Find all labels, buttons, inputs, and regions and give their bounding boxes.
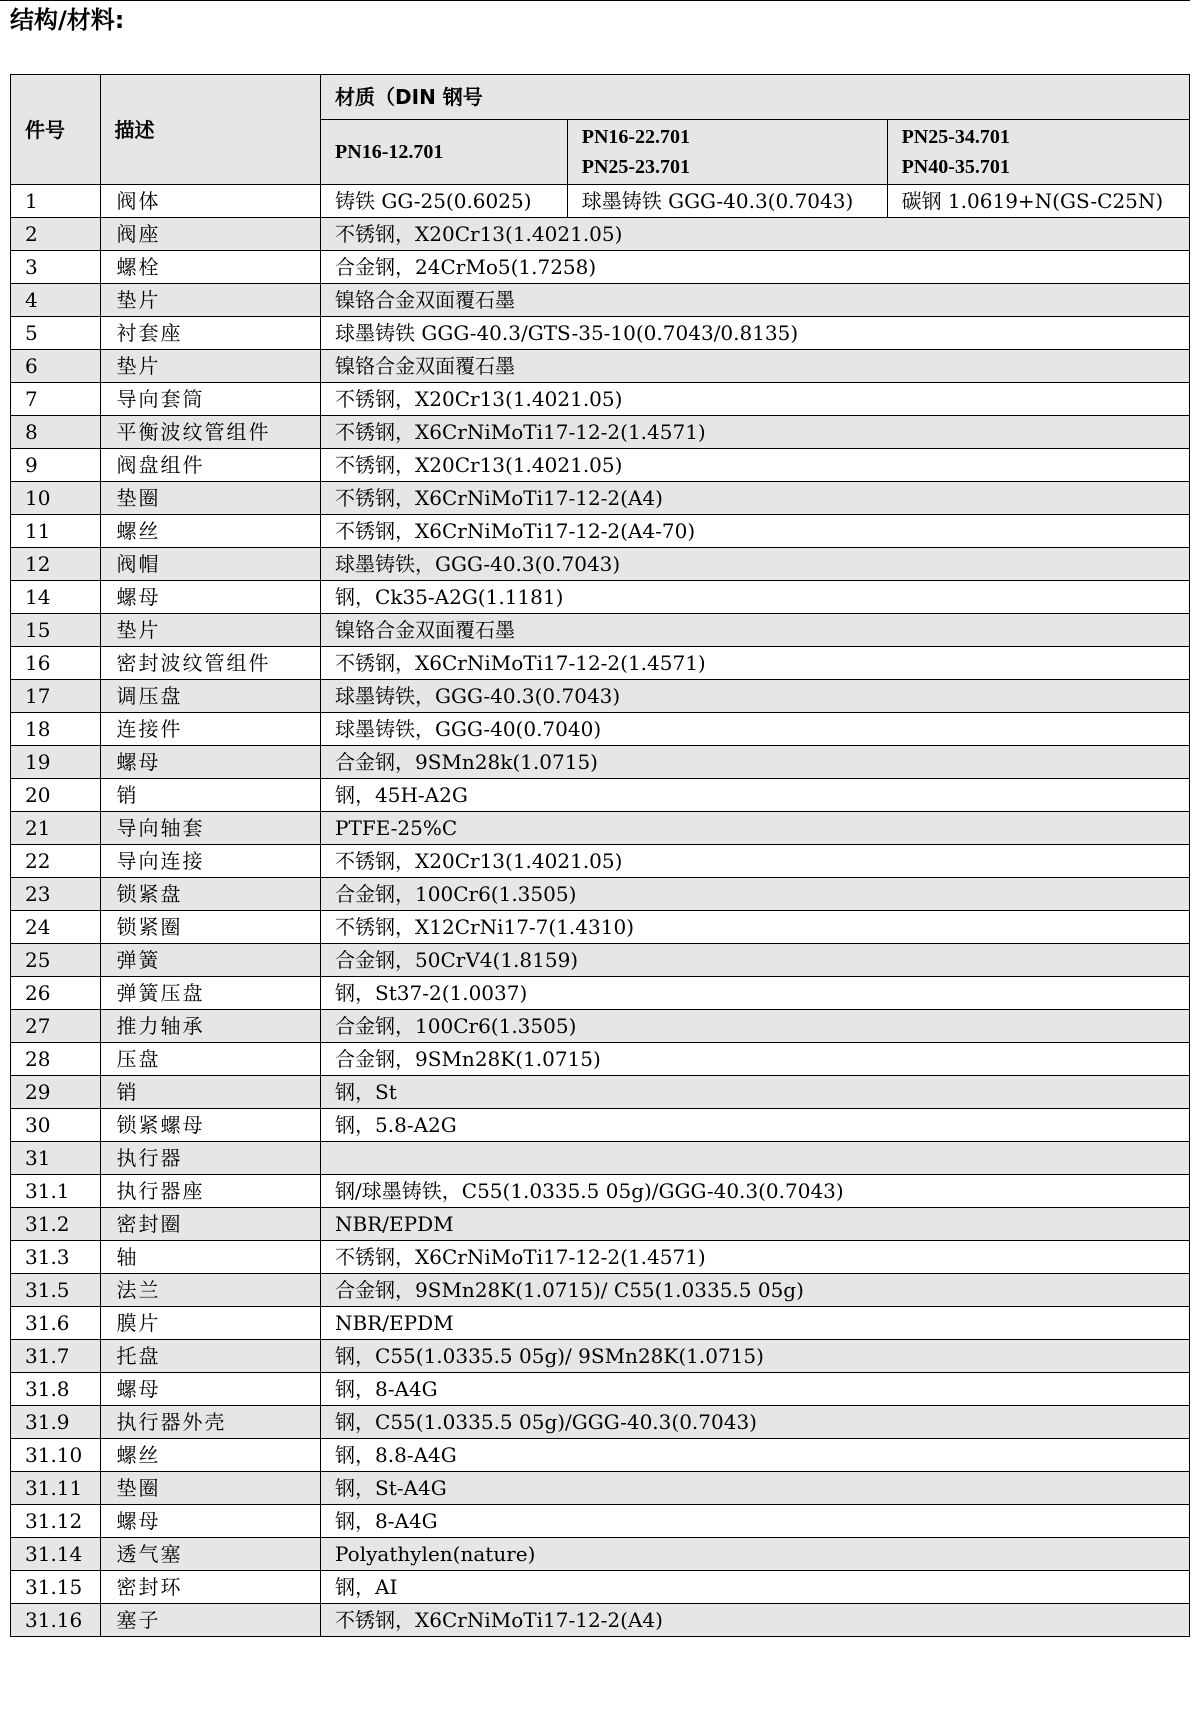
table-row (11, 581, 1190, 614)
table-row (11, 1538, 1190, 1571)
material-cell: 球墨铸铁，GGG-40.3(0.7043) (321, 680, 1190, 713)
part-no-cell: 24 (11, 911, 101, 944)
description-cell: 塞子 (100, 1604, 321, 1637)
description-cell: 垫片 (100, 614, 321, 647)
description-cell: 弹簧 (100, 944, 321, 977)
header-pn-col2 (567, 120, 887, 185)
description-cell: 螺母 (100, 1505, 321, 1538)
description-cell: 膜片 (100, 1307, 321, 1340)
material-cell: 钢，8-A4G (321, 1373, 1190, 1406)
table-row (11, 284, 1190, 317)
section-title: 结构/材料: (10, 6, 125, 34)
part-no-cell: 29 (11, 1076, 101, 1109)
description-cell: 螺母 (100, 1373, 321, 1406)
table-row (11, 1406, 1190, 1439)
table-row (11, 1142, 1190, 1175)
part-no-cell: 15 (11, 614, 101, 647)
part-no-cell: 31.12 (11, 1505, 101, 1538)
part-no-cell: 31.16 (11, 1604, 101, 1637)
table-row (11, 1505, 1190, 1538)
material-cell: 镍铬合金双面覆石墨 (321, 614, 1190, 647)
table-row (11, 482, 1190, 515)
materials-table (10, 74, 1190, 1637)
material-cell: 钢，8.8-A4G (321, 1439, 1190, 1472)
description-cell: 螺丝 (100, 1439, 321, 1472)
material-cell: 钢，AI (321, 1571, 1190, 1604)
part-no-cell: 31.9 (11, 1406, 101, 1439)
table-row (11, 350, 1190, 383)
table-row (11, 779, 1190, 812)
table-row (11, 944, 1190, 977)
material-cell: 钢，C55(1.0335.5 05g)/ 9SMn28K(1.0715) (321, 1340, 1190, 1373)
table-row (11, 1472, 1190, 1505)
description-cell: 连接件 (100, 713, 321, 746)
description-cell: 螺母 (100, 746, 321, 779)
table-row (11, 1373, 1190, 1406)
part-no-cell: 31.8 (11, 1373, 101, 1406)
table-row (11, 251, 1190, 284)
material-cell: 不锈钢，X20Cr13(1.4021.05) (321, 845, 1190, 878)
part-no-cell: 17 (11, 680, 101, 713)
table-row (11, 317, 1190, 350)
part-no-cell: 4 (11, 284, 101, 317)
description-cell: 调压盘 (100, 680, 321, 713)
part-no-cell: 2 (11, 218, 101, 251)
table-row (11, 548, 1190, 581)
part-no-cell: 16 (11, 647, 101, 680)
description-cell: 轴 (100, 1241, 321, 1274)
material-cell: 球墨铸铁，GGG-40(0.7040) (321, 713, 1190, 746)
description-cell: 执行器 (100, 1142, 321, 1175)
material-cell-pn25-34: 碳钢 1.0619+N(GS-C25N) (887, 185, 1189, 218)
part-no-cell: 31.3 (11, 1241, 101, 1274)
description-cell: 锁紧螺母 (100, 1109, 321, 1142)
material-cell: 不锈钢，X6CrNiMoTi17-12-2(A4-70) (321, 515, 1190, 548)
part-no-cell: 31.11 (11, 1472, 101, 1505)
material-cell: 合金钢，24CrMo5(1.7258) (321, 251, 1190, 284)
part-no-cell: 27 (11, 1010, 101, 1043)
description-cell: 弹簧压盘 (100, 977, 321, 1010)
description-cell: 密封波纹管组件 (100, 647, 321, 680)
table-row (11, 383, 1190, 416)
table-row (11, 1208, 1190, 1241)
description-cell: 导向套筒 (100, 383, 321, 416)
description-cell: 压盘 (100, 1043, 321, 1076)
table-row (11, 977, 1190, 1010)
part-no-cell: 21 (11, 812, 101, 845)
description-cell: 锁紧盘 (100, 878, 321, 911)
table-row (11, 1439, 1190, 1472)
material-cell: 钢，St-A4G (321, 1472, 1190, 1505)
part-no-cell: 30 (11, 1109, 101, 1142)
description-cell: 垫片 (100, 350, 321, 383)
part-no-cell: 31.6 (11, 1307, 101, 1340)
table-row (11, 218, 1190, 251)
header-pn-col2-line1: PN16-22.701 (581, 126, 691, 148)
description-cell: 垫圈 (100, 1472, 321, 1505)
material-cell: 不锈钢，X20Cr13(1.4021.05) (321, 218, 1190, 251)
table-row (11, 416, 1190, 449)
material-cell: 合金钢，50CrV4(1.8159) (321, 944, 1190, 977)
part-no-cell: 3 (11, 251, 101, 284)
table-row (11, 1274, 1190, 1307)
part-no-cell: 8 (11, 416, 101, 449)
table-row (11, 911, 1190, 944)
part-no-cell: 6 (11, 350, 101, 383)
description-cell: 销 (100, 1076, 321, 1109)
material-cell: 钢，5.8-A2G (321, 1109, 1190, 1142)
part-no-cell: 19 (11, 746, 101, 779)
material-cell: 不锈钢，X20Cr13(1.4021.05) (321, 383, 1190, 416)
table-row (11, 1241, 1190, 1274)
part-no-cell: 31.10 (11, 1439, 101, 1472)
part-no-cell: 20 (11, 779, 101, 812)
table-row (11, 449, 1190, 482)
material-cell: NBR/EPDM (321, 1208, 1190, 1241)
table-row (11, 1109, 1190, 1142)
material-cell: 不锈钢，X6CrNiMoTi17-12-2(1.4571) (321, 1241, 1190, 1274)
table-row (11, 1604, 1190, 1637)
header-pn-col3-line2: PN40-35.701 (901, 156, 1010, 178)
table-row (11, 1076, 1190, 1109)
material-cell: 不锈钢，X6CrNiMoTi17-12-2(1.4571) (321, 647, 1190, 680)
part-no-cell: 7 (11, 383, 101, 416)
material-cell: Polyathylen(nature) (321, 1538, 1190, 1571)
part-no-cell: 31 (11, 1142, 101, 1175)
material-cell: 钢，C55(1.0335.5 05g)/GGG-40.3(0.7043) (321, 1406, 1190, 1439)
description-cell: 垫片 (100, 284, 321, 317)
part-no-cell: 9 (11, 449, 101, 482)
part-no-cell: 23 (11, 878, 101, 911)
part-no-cell: 31.5 (11, 1274, 101, 1307)
description-cell: 执行器座 (100, 1175, 321, 1208)
table-row (11, 812, 1190, 845)
description-cell: 导向轴套 (100, 812, 321, 845)
material-cell: 钢，45H-A2G (321, 779, 1190, 812)
material-cell: 钢，St37-2(1.0037) (321, 977, 1190, 1010)
description-cell: 执行器外壳 (100, 1406, 321, 1439)
description-cell: 螺栓 (100, 251, 321, 284)
material-cell: 合金钢，9SMn28k(1.0715) (321, 746, 1190, 779)
part-no-cell: 10 (11, 482, 101, 515)
material-cell: 钢/球墨铸铁，C55(1.0335.5 05g)/GGG-40.3(0.7043) (321, 1175, 1190, 1208)
material-cell-pn16-12: 铸铁 GG-25(0.6025) (321, 185, 568, 218)
material-cell: 球墨铸铁，GGG-40.3(0.7043) (321, 548, 1190, 581)
part-no-cell: 31.14 (11, 1538, 101, 1571)
material-cell (321, 1142, 1190, 1175)
table-row (11, 1340, 1190, 1373)
material-cell: 不锈钢，X6CrNiMoTi17-12-2(A4) (321, 482, 1190, 515)
material-cell: 合金钢，100Cr6(1.3505) (321, 1010, 1190, 1043)
material-cell: 不锈钢，X20Cr13(1.4021.05) (321, 449, 1190, 482)
description-cell: 密封环 (100, 1571, 321, 1604)
table-row (11, 680, 1190, 713)
table-row (11, 614, 1190, 647)
description-cell: 法兰 (100, 1274, 321, 1307)
material-cell: 合金钢，9SMn28K(1.0715) (321, 1043, 1190, 1076)
description-cell: 平衡波纹管组件 (100, 416, 321, 449)
part-no-cell: 26 (11, 977, 101, 1010)
part-no-cell: 18 (11, 713, 101, 746)
material-cell: 镍铬合金双面覆石墨 (321, 284, 1190, 317)
description-cell: 密封圈 (100, 1208, 321, 1241)
part-no-cell: 31.15 (11, 1571, 101, 1604)
header-material: 材质（DIN 钢号 (321, 75, 1190, 120)
material-cell: 钢，Ck35-A2G(1.1181) (321, 581, 1190, 614)
part-no-cell: 22 (11, 845, 101, 878)
material-cell: 钢，8-A4G (321, 1505, 1190, 1538)
table-row (11, 1307, 1190, 1340)
description-cell: 锁紧圈 (100, 911, 321, 944)
material-cell: 合金钢，9SMn28K(1.0715)/ C55(1.0335.5 05g) (321, 1274, 1190, 1307)
table-row (11, 647, 1190, 680)
header-pn-col1: PN16-12.701 (321, 120, 568, 185)
description-cell: 螺母 (100, 581, 321, 614)
part-no-cell: 31.2 (11, 1208, 101, 1241)
material-cell: 不锈钢，X6CrNiMoTi17-12-2(A4) (321, 1604, 1190, 1637)
description-cell: 阀体 (100, 185, 321, 218)
material-cell-pn16-22: 球墨铸铁 GGG-40.3(0.7043) (567, 185, 887, 218)
table-row (11, 746, 1190, 779)
header-description: 描述 (100, 75, 321, 185)
part-no-cell: 1 (11, 185, 101, 218)
description-cell: 阀座 (100, 218, 321, 251)
material-cell: 镍铬合金双面覆石墨 (321, 350, 1190, 383)
table-row (11, 185, 1190, 218)
description-cell: 销 (100, 779, 321, 812)
part-no-cell: 5 (11, 317, 101, 350)
material-cell: 球墨铸铁 GGG-40.3/GTS-35-10(0.7043/0.8135) (321, 317, 1190, 350)
description-cell: 螺丝 (100, 515, 321, 548)
header-pn-col3-line1: PN25-34.701 (901, 126, 1010, 148)
material-cell: PTFE-25%C (321, 812, 1190, 845)
part-no-cell: 28 (11, 1043, 101, 1076)
table-row (11, 1571, 1190, 1604)
table-row (11, 1043, 1190, 1076)
description-cell: 阀帽 (100, 548, 321, 581)
part-no-cell: 11 (11, 515, 101, 548)
material-cell: 不锈钢，X12CrNi17-7(1.4310) (321, 911, 1190, 944)
table-row (11, 515, 1190, 548)
table-row (11, 845, 1190, 878)
part-no-cell: 14 (11, 581, 101, 614)
table-row (11, 713, 1190, 746)
material-cell: 钢，St (321, 1076, 1190, 1109)
top-rule (0, 0, 1190, 1)
table-row (11, 1175, 1190, 1208)
part-no-cell: 25 (11, 944, 101, 977)
table-row (11, 878, 1190, 911)
material-cell: NBR/EPDM (321, 1307, 1190, 1340)
header-part-no: 件号 (11, 75, 101, 185)
part-no-cell: 31.7 (11, 1340, 101, 1373)
description-cell: 导向连接 (100, 845, 321, 878)
description-cell: 垫圈 (100, 482, 321, 515)
header-pn-col3 (887, 120, 1189, 185)
description-cell: 阀盘组件 (100, 449, 321, 482)
material-cell: 合金钢，100Cr6(1.3505) (321, 878, 1190, 911)
description-cell: 推力轴承 (100, 1010, 321, 1043)
description-cell: 衬套座 (100, 317, 321, 350)
table-row (11, 1010, 1190, 1043)
description-cell: 透气塞 (100, 1538, 321, 1571)
part-no-cell: 31.1 (11, 1175, 101, 1208)
material-cell: 不锈钢，X6CrNiMoTi17-12-2(1.4571) (321, 416, 1190, 449)
part-no-cell: 12 (11, 548, 101, 581)
header-pn-col2-line2: PN25-23.701 (581, 156, 691, 178)
description-cell: 托盘 (100, 1340, 321, 1373)
